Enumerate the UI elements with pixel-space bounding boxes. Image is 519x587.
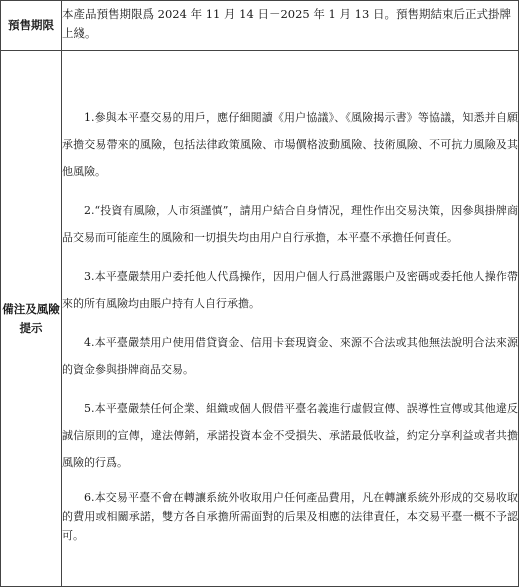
presale-text: 本產品預售期限爲 2024 年 11 月 14 日－2025 年 1 月 13 日。預售期結束后正式掛牌上綫。 [62,7,511,40]
notes-label: 備注及風險提示 [1,51,62,587]
notes-row [1,51,519,587]
risk-paragraph-4: 4.本平臺嚴禁用户使用借貸資金、信用卡套現資金、來源不合法或其他無法說明合法來源的資金參與掛牌商品交易。 [62,335,518,376]
notes-body [62,91,518,545]
risk-paragraph-2: 2.“投資有風險，人市須謹慎”，請用户結合自身情况，理性作出交易決策，因參與掛牌商品交易而可能産生的風險和一切損失均由用户自行承擔，本平臺不承擔任何責任。 [62,203,518,244]
presale-cell [62,1,519,51]
risk-paragraph-6: 6.本交易平臺不會在轉讓系統外收取用户任何產品費用，凡在轉讓系統外形成的交易收取的費用或相關承諾，雙方各自承擔所需面對的后果及相應的法律責任，本交易平臺一概不予認可。 [62,490,518,542]
risk-paragraph-5: 5.本平臺嚴禁任何企業、組織或個人假借平臺名義進行虛假宣傳、誤導性宣傳或其他違反誠信原則的宣傳，違法傳銷，承諾投資本金不受損失、承諾最低收益，約定分享利益或者共擔風險的行爲。 [62,401,518,469]
presale-label: 預售期限 [1,1,62,51]
risk-paragraph-1: 1.參與本平臺交易的用戶，應仔細閲讀《用户協議》、《風險揭示書》等協議，知悉并自願承擔交易帶來的風險，包括法律政策風險、市場價格波動風險、技術風險、不可抗力風險及其他風險。 [62,110,518,178]
presale-row [1,1,519,51]
notes-cell [62,51,519,587]
risk-paragraph-3: 3.本平臺嚴禁用户委托他人代爲操作，因用户個人行爲泄露賬户及密碼或委托他人操作帶來的所有風險均由賬户持有人自行承擔。 [62,269,518,310]
